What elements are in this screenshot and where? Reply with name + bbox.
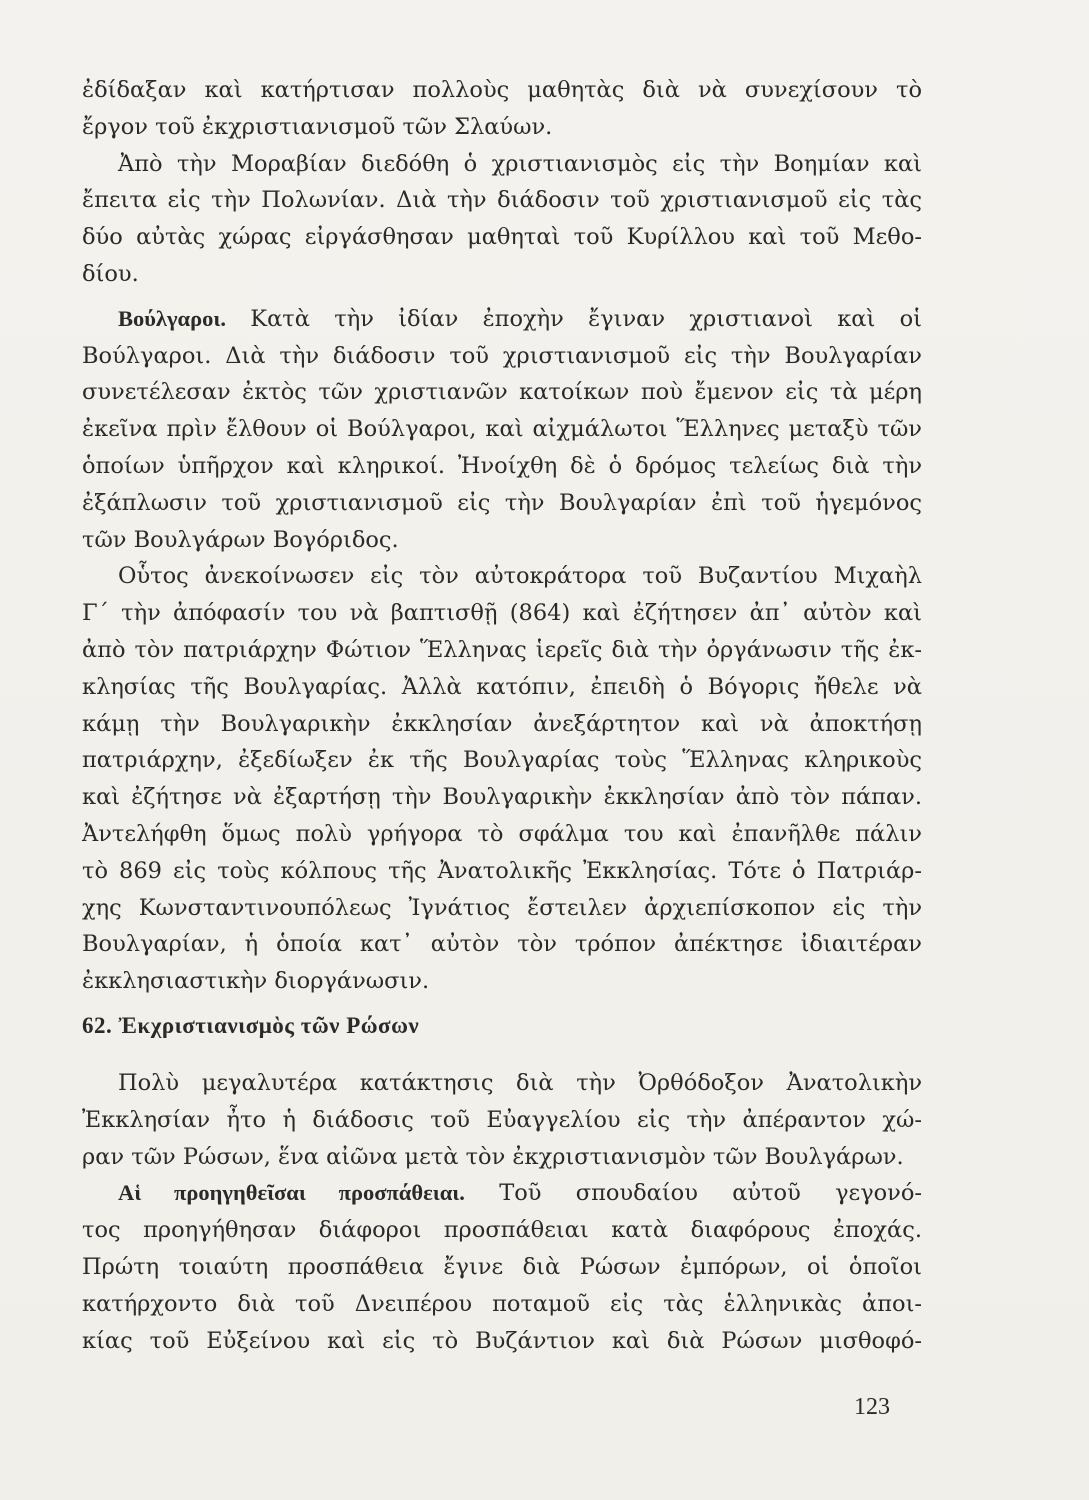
text-line: χης Κωνσταντινουπόλεως Ἰγνάτιος ἔστειλεν ἀρχιεπίσκοπον εἰς τὴν: [82, 894, 922, 921]
text-line: Βούλγαροι. Διὰ τὴν διάδοσιν τοῦ χριστιανισμοῦ εἰς τὴν Βουλγαρίαν: [82, 342, 922, 369]
text-line: συνετέλεσαν ἐκτὸς τῶν χριστιανῶν κατοίκων ποὺ ἔμενον εἰς τὰ μέρη: [82, 379, 922, 406]
text-line: Πρώτη τοιαύτη προσπάθεια ἔγινε διὰ Ρώσων ἐμπόρων, οἱ ὁποῖοι: [82, 1253, 922, 1280]
text-line: Βουλγαρίαν, ἡ ὁποία κατ᾽ αὐτὸν τὸν τρόπον ἀπέκτησε ἰδιαιτέραν: [82, 931, 922, 958]
text-line: Ἐκκλησίαν ἦτο ἡ διάδοσις τοῦ Εὐαγγελίου εἰς τὴν ἀπέραντον χώ-: [82, 1106, 922, 1133]
text-line: πατριάρχην, ἐξεδίωξεν ἐκ τῆς Βουλγαρίας τοὺς Ἕλληνας κληρικοὺς: [82, 747, 922, 774]
text-line: κλησίας τῆς Βουλγαρίας. Ἀλλὰ κατόπιν, ἐπειδὴ ὁ Βόγορις ἤθελε νὰ: [82, 673, 922, 700]
subheading-attempts: Αἱ προηγηθεῖσαι προσπάθειαι.: [118, 1180, 465, 1206]
body-text-section: [82, 1065, 922, 1359]
text-line: [82, 301, 922, 338]
section-heading: 62. Ἐκχριστιανισμὸς τῶν Ρώσων: [82, 1013, 420, 1038]
text-line: κίας τοῦ Εὐξείνου καὶ εἰς τὸ Βυζάντιον καὶ διὰ Ρώσων μισθοφό-: [82, 1327, 922, 1354]
text-line: τὸ 869 εἰς τοὺς κόλπους τῆς Ἀνατολικῆς Ἐκκλησίας. Τότε ὁ Πατριάρ-: [82, 857, 922, 884]
text-line: ἔργον τοῦ ἐκχριστιανισμοῦ τῶν Σλαύων.: [82, 113, 553, 140]
body-text-top: [82, 72, 922, 1000]
text-line: τῶν Βουλγάρων Βογόριδος.: [82, 526, 399, 553]
text-line: ἐδίδαξαν καὶ κατήρτισαν πολλοὺς μαθητὰς διὰ νὰ συνεχίσουν τὸ: [82, 77, 922, 103]
text-line: καὶ ἐζήτησε νὰ ἐξαρτήσῃ τὴν Βουλγαρικὴν ἐκκλησίαν ἀπὸ τὸν πάπαν.: [82, 784, 922, 811]
text-run: Κατὰ τὴν ἰδίαν ἐποχὴν ἔγιναν χριστιανοὶ καὶ οἱ: [250, 305, 922, 332]
text-run: Τοῦ σπουδαίου αὐτοῦ γεγονό-: [499, 1180, 923, 1207]
text-line: Ἀντελήφθη ὅμως πολὺ γρήγορα τὸ σφάλμα του καὶ ἐπανῆλθε πάλιν: [82, 820, 922, 847]
page-number: 123: [854, 1394, 890, 1420]
text-line: Γ΄ τὴν ἀπόφασίν του νὰ βαπτισθῇ (864) καὶ ἐζήτησεν ἀπ᾽ αὐτὸν καὶ: [82, 600, 922, 627]
text-line: κάμῃ τὴν Βουλγαρικὴν ἐκκλησίαν ἀνεξάρτητον καὶ νὰ ἀποκτήσῃ: [82, 710, 922, 737]
text-line: Πολὺ μεγαλυτέρα κατάκτησις διὰ τὴν Ὀρθόδοξον Ἀνατολικὴν: [118, 1070, 922, 1096]
text-line: Ἀπὸ τὴν Μοραβίαν διεδόθη ὁ χριστιανισμὸς εἰς τὴν Βοημίαν καὶ: [118, 150, 922, 177]
subheading-voulgaroi: Βούλγαροι.: [118, 305, 226, 331]
text-line: ἐξάπλωσιν τοῦ χριστιανισμοῦ εἰς τὴν Βουλγαρίαν ἐπὶ τοῦ ἡγεμόνος: [82, 489, 922, 516]
text-line: ἀπὸ τὸν πατριάρχην Φώτιον Ἕλληνας ἱερεῖς διὰ τὴν ὀργάνωσιν τῆς ἐκ-: [82, 636, 922, 663]
text-line: ἐκκλησιαστικὴν διοργάνωσιν.: [82, 968, 430, 995]
text-line: δύο αὐτὰς χώρας εἰργάσθησαν μαθηταὶ τοῦ Κυρίλλου καὶ τοῦ Μεθο-: [82, 224, 922, 251]
text-line: ὁποίων ὑπῆρχον καὶ κληρικοί. Ἠνοίχθη δὲ ὁ δρόμος τελείως διὰ τὴν: [82, 452, 922, 479]
text-line: ἔπειτα εἰς τὴν Πολωνίαν. Διὰ τὴν διάδοσιν τοῦ χριστιανισμοῦ εἰς τὰς: [82, 187, 922, 214]
text-line: δίου.: [82, 260, 139, 287]
text-line: [82, 1175, 922, 1212]
text-line: Οὗτος ἀνεκοίνωσεν εἰς τὸν αὐτοκράτορα τοῦ Βυζαντίου Μιχαὴλ: [118, 563, 922, 590]
text-line: ἐκεῖνα πρὶν ἔλθουν οἱ Βούλγαροι, καὶ αἰχμάλωτοι Ἕλληνες μεταξὺ τῶν: [82, 416, 922, 443]
text-line: ραν τῶν Ρώσων, ἕνα αἰῶνα μετὰ τὸν ἐκχριστιανισμὸν τῶν Βουλγάρων.: [82, 1143, 904, 1170]
text-line: τος προηγήθησαν διάφοροι προσπάθειαι κατὰ διαφόρους ἐποχάς.: [82, 1217, 922, 1244]
text-line: κατήρχοντο διὰ τοῦ Δνειπέρου ποταμοῦ εἰς τὰς ἑλληνικὰς ἀποι-: [82, 1290, 922, 1317]
